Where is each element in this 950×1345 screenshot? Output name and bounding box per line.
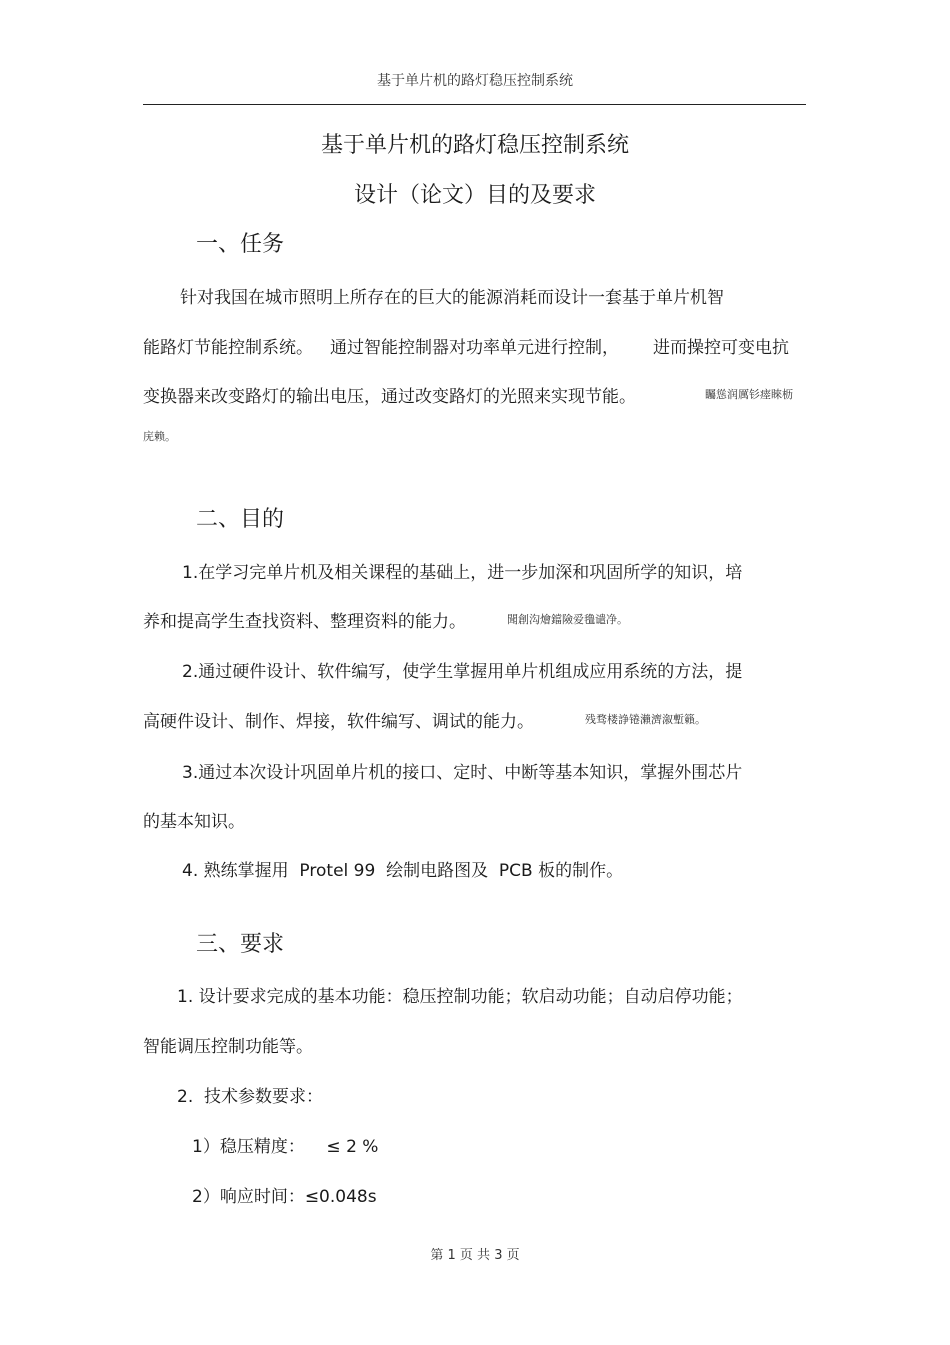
document-title: 基于单片机的路灯稳压控制系统 bbox=[320, 133, 629, 158]
purpose-item-4: 4. 熟练掌握用 Protel 99 绘制电路图及 PCB 板的制作。 bbox=[182, 861, 624, 881]
requirement-sub-2: 2）响应时间：≤0.048s bbox=[192, 1187, 377, 1207]
task-line-1: 针对我国在城市照明上所存在的巨大的能源消耗而设计一套基于单片机智 bbox=[180, 288, 724, 308]
requirement-sub-1: 1）稳压精度： ≤ 2 % bbox=[192, 1137, 379, 1157]
purpose-item-3-line-1: 3.通过本次设计巩固单片机的接口、定时、中断等基本知识，掌握外围芯片 bbox=[182, 763, 743, 783]
document-subtitle: 设计（论文）目的及要求 bbox=[353, 183, 596, 208]
requirement-item-2: 2. 技术参数要求： bbox=[177, 1087, 324, 1107]
purpose-item-2-line-2: 高硬件设计、制作、焊接，软件编写、调试的能力。 bbox=[143, 712, 534, 732]
task-noise-2: 庑赖。 bbox=[143, 430, 176, 443]
page-footer: 第 1 页 共 3 页 bbox=[430, 1248, 520, 1263]
task-line-2c: 进而操控可变电抗 bbox=[653, 338, 789, 358]
header-rule bbox=[143, 104, 806, 105]
task-line-3: 变换器来改变路灯的输出电压，通过改变路灯的光照来实现节能。 bbox=[143, 387, 636, 407]
purpose-item-1-line-2: 养和提高学生查找资料、整理资料的能力。 bbox=[143, 612, 466, 632]
section-heading-requirements: 三、要求 bbox=[196, 932, 285, 957]
task-line-2a: 能路灯节能控制系统。 bbox=[143, 338, 313, 358]
purpose-item-2-noise: 残骛楼諍锩瀨濟溆塹籟。 bbox=[585, 713, 706, 726]
task-line-2b: 通过智能控制器对功率单元进行控制， bbox=[330, 338, 619, 358]
section-heading-task: 一、任务 bbox=[196, 232, 285, 257]
purpose-item-1-line-1: 1.在学习完单片机及相关课程的基础上，进一步加深和巩固所学的知识，培 bbox=[182, 563, 743, 583]
section-heading-purpose: 二、目的 bbox=[196, 507, 285, 532]
requirement-item-1-line-2: 智能调压控制功能等。 bbox=[143, 1037, 313, 1057]
running-header: 基于单片机的路灯稳压控制系统 bbox=[377, 73, 573, 89]
task-noise-1: 矚慫润厲钐瘗睞枥 bbox=[705, 388, 793, 401]
purpose-item-3-line-2: 的基本知识。 bbox=[143, 812, 245, 832]
purpose-item-1-noise: 聞創沟燴鐺險爱氇谴净。 bbox=[507, 613, 628, 626]
purpose-item-2-line-1: 2.通过硬件设计、软件编写，使学生掌握用单片机组成应用系统的方法，提 bbox=[182, 662, 743, 682]
requirement-item-1-line-1: 1. 设计要求完成的基本功能：稳压控制功能；软启动功能；自动启停功能； bbox=[177, 987, 743, 1007]
